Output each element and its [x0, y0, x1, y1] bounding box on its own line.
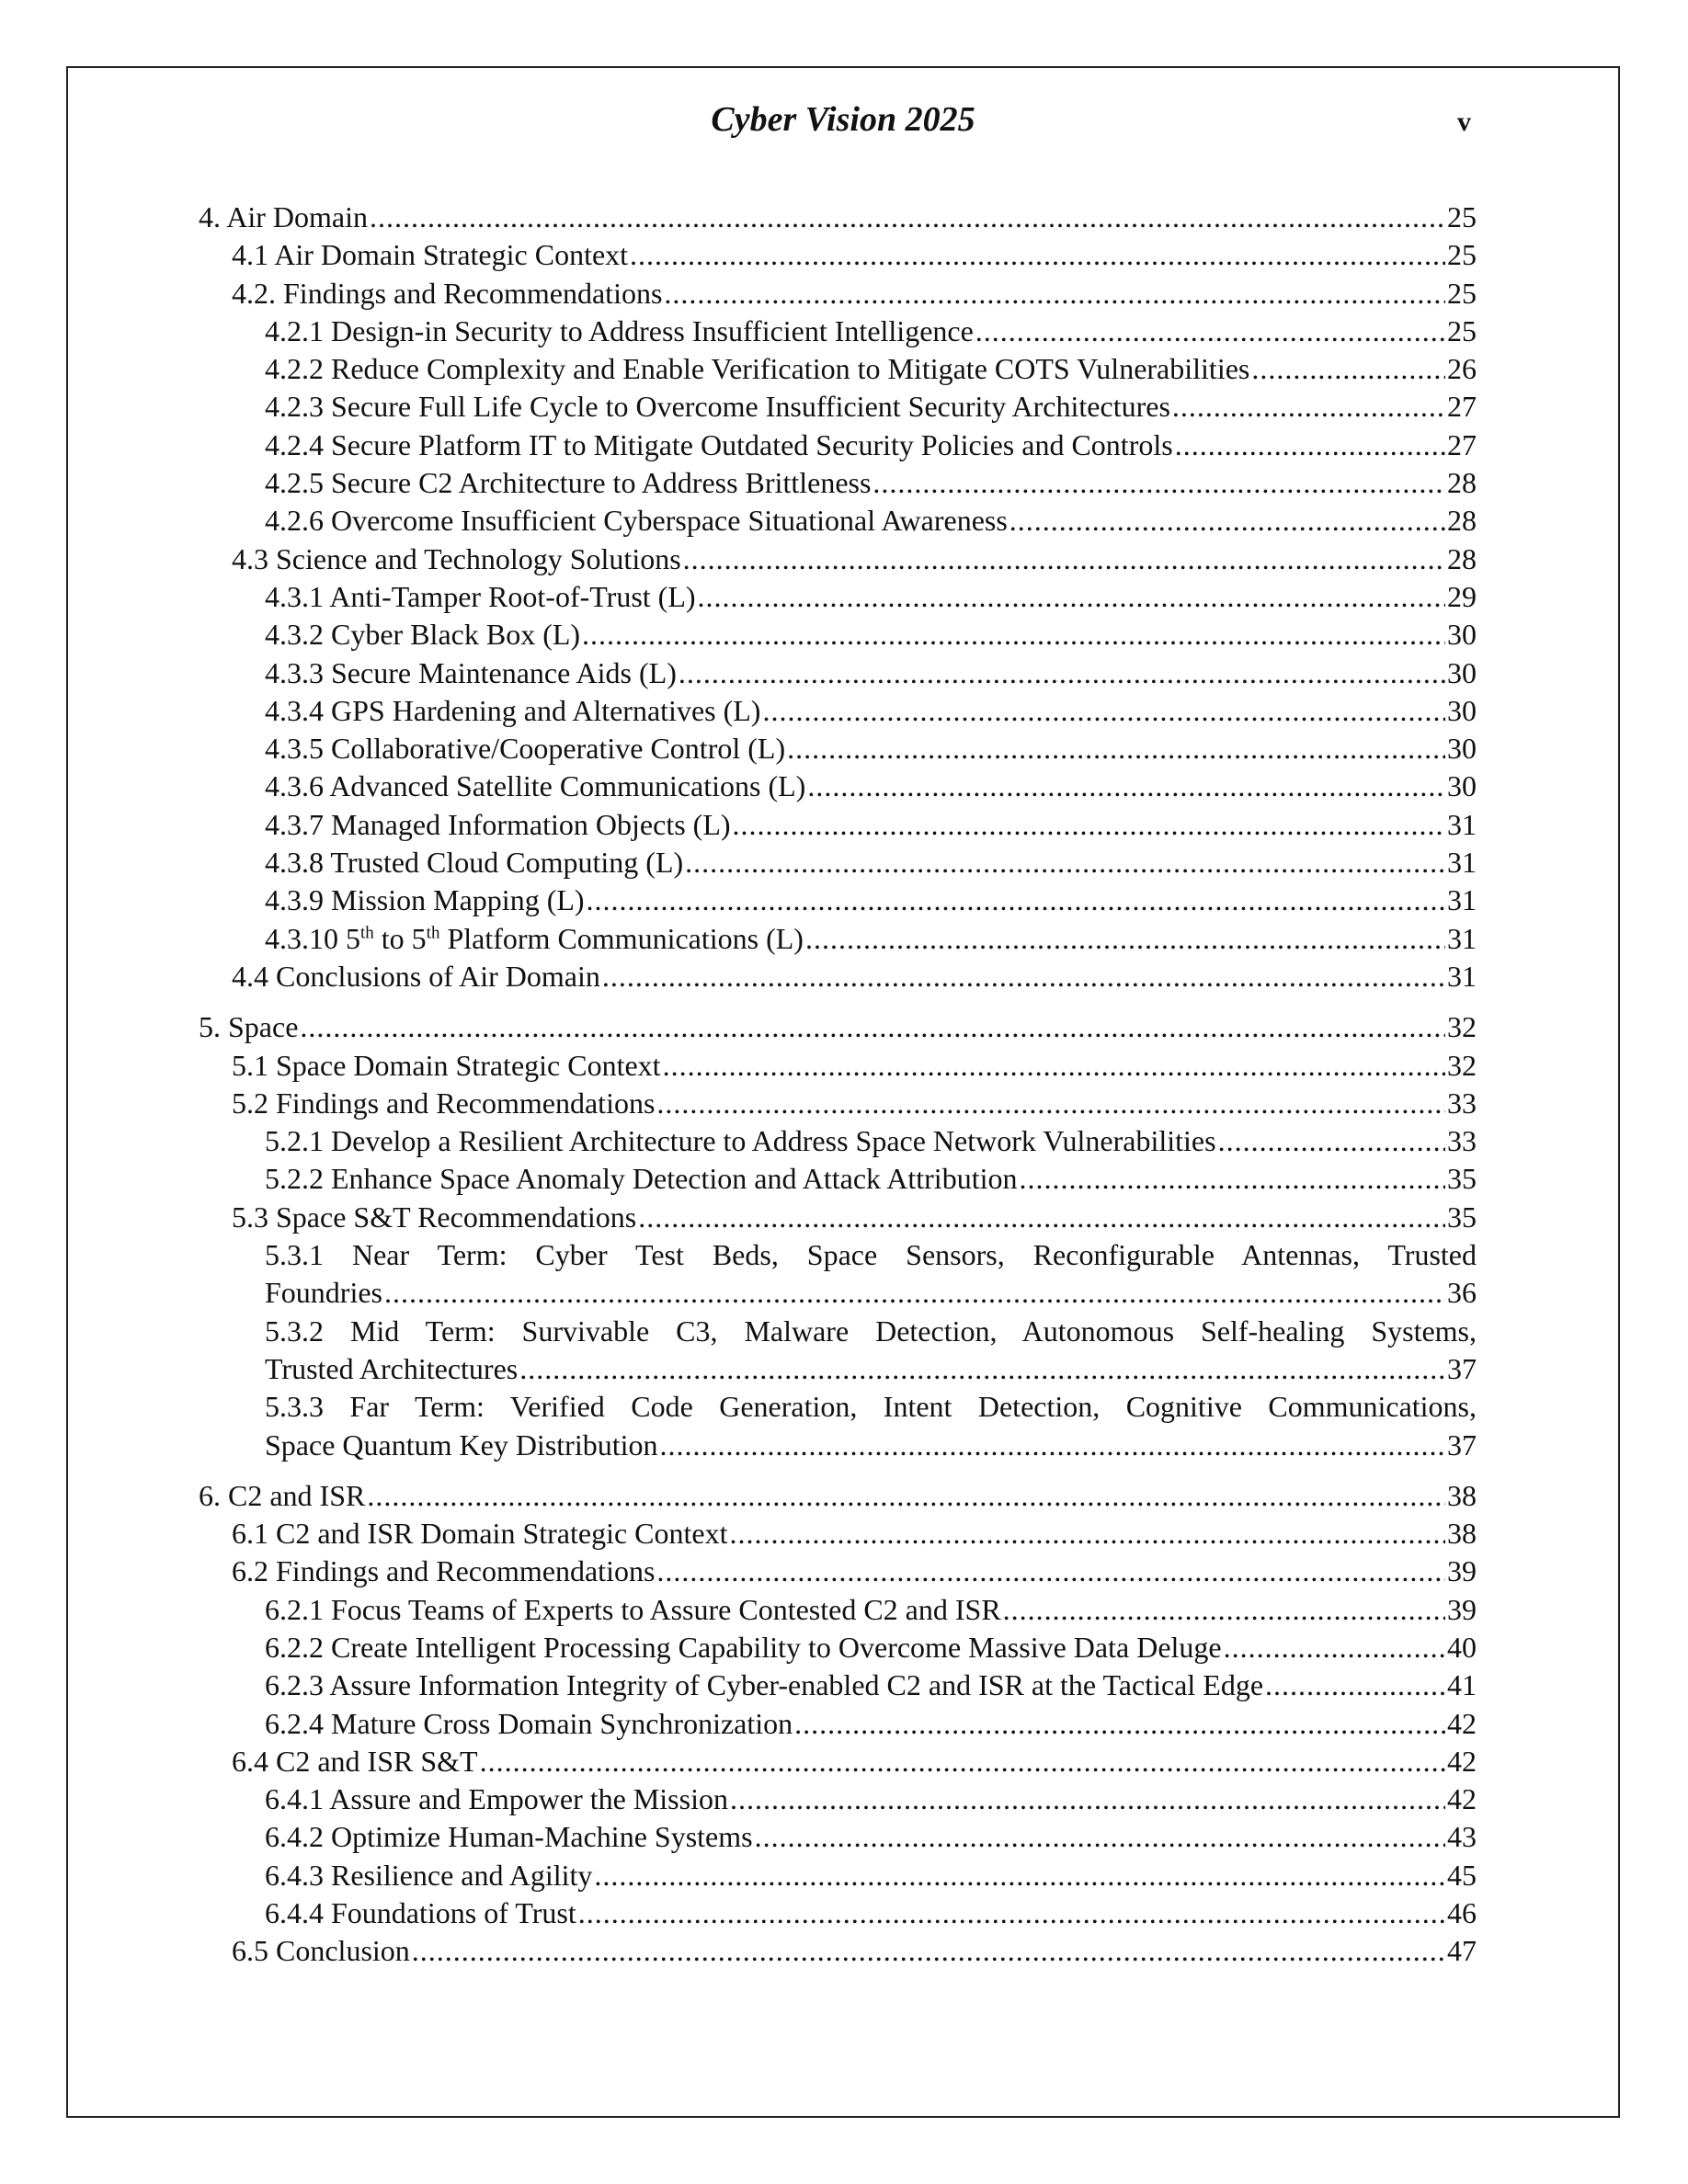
dot-leader	[787, 730, 1445, 768]
dot-leader	[1009, 502, 1445, 540]
dot-leader	[664, 275, 1445, 313]
toc-entry[interactable]	[199, 1591, 1477, 1629]
toc-entry-label: 4.2.5 Secure C2 Architecture to Address Brittleness	[265, 466, 872, 500]
dot-leader	[683, 540, 1445, 578]
toc-entry-page: 25	[1447, 200, 1477, 233]
toc-entry-page: 35	[1447, 1200, 1477, 1234]
dot-leader	[1224, 1629, 1445, 1666]
toc-section	[199, 1477, 1477, 1971]
toc-entry[interactable]	[199, 1477, 1477, 1515]
toc-entry[interactable]	[199, 1008, 1477, 1046]
toc-entry-page: 30	[1447, 655, 1477, 689]
toc-entry-label-part: 4.3.10 5	[265, 921, 360, 955]
toc-entry[interactable]	[199, 388, 1477, 426]
toc-entry[interactable]	[199, 1199, 1477, 1236]
toc-entry[interactable]	[199, 1780, 1477, 1818]
toc-entry-page: 27	[1447, 390, 1477, 424]
toc-section	[199, 1008, 1477, 1464]
toc-entry-label: 4.2.2 Reduce Complexity and Enable Verification to Mitigate COTS Vulnerabilities	[265, 352, 1250, 386]
toc-entry-label: 4.1 Air Domain Strategic Context	[232, 238, 629, 272]
toc-entry[interactable]	[199, 1313, 1477, 1389]
superscript: th	[360, 922, 374, 942]
dot-leader	[1019, 1160, 1445, 1198]
toc-entry-page: 31	[1447, 921, 1477, 955]
toc-entry-label: 4.3.6 Advanced Satellite Communications (L)	[265, 769, 806, 803]
toc-entry[interactable]	[199, 654, 1477, 692]
toc-entry-page: 38	[1447, 1478, 1477, 1512]
document-title: Cyber Vision 2025	[711, 100, 975, 139]
toc-entry[interactable]	[199, 806, 1477, 844]
toc-entry-page: 28	[1447, 504, 1477, 538]
toc-entry-label-continued	[265, 1427, 1477, 1464]
dot-leader	[807, 768, 1445, 805]
toc-entry[interactable]	[199, 578, 1477, 616]
toc-entry-label	[265, 920, 804, 958]
toc-entry[interactable]	[199, 920, 1477, 958]
toc-entry-page: 25	[1447, 238, 1477, 272]
toc-entry[interactable]	[199, 464, 1477, 502]
toc-entry-page: 38	[1447, 1517, 1477, 1551]
toc-entry-label: Foundries	[265, 1276, 382, 1310]
toc-entry-label-part: Platform Communications (L)	[439, 921, 804, 955]
dot-leader	[1251, 350, 1445, 388]
toc-entry-label: 4.3.2 Cyber Black Box (L)	[265, 618, 581, 652]
dot-leader	[480, 1743, 1445, 1780]
toc-entry[interactable]	[199, 199, 1477, 236]
dot-leader	[685, 844, 1445, 882]
toc-entry-page: 37	[1447, 1428, 1477, 1462]
superscript: th	[426, 922, 440, 942]
dot-leader	[1265, 1666, 1445, 1704]
dot-leader	[587, 882, 1445, 919]
toc-entry-label: 6.1 C2 and ISR Domain Strategic Context	[232, 1517, 728, 1551]
dot-leader	[679, 654, 1445, 692]
toc-entry-label-continued	[265, 1274, 1477, 1312]
dot-leader	[582, 616, 1445, 654]
toc-entry[interactable]	[199, 844, 1477, 882]
dot-leader	[412, 1932, 1445, 1970]
toc-entry-label: 6.5 Conclusion	[232, 1934, 410, 1968]
toc-entry-label: 6.4.4 Foundations of Trust	[265, 1896, 576, 1930]
toc-entry[interactable]	[199, 1894, 1477, 1932]
toc-entry-label: 6. C2 and ISR	[199, 1478, 366, 1512]
dot-leader	[873, 464, 1445, 502]
toc-entry-label: 6.2.3 Assure Information Integrity of Cyber-enabled C2 and ISR at the Tactical Edge	[265, 1668, 1264, 1702]
toc-entry-page: 25	[1447, 313, 1477, 347]
toc-entry[interactable]	[199, 502, 1477, 540]
toc-entry-label: 6.4.1 Assure and Empower the Mission	[265, 1782, 728, 1816]
toc-entry[interactable]	[199, 427, 1477, 464]
toc-entry-label: 5.3.3 Far Term: Verified Code Generation, Intent Detection, Cognitive Communications,	[265, 1390, 1477, 1424]
toc-entry[interactable]	[199, 616, 1477, 654]
dot-leader	[733, 806, 1445, 844]
toc-entry-label: 4.3.3 Secure Maintenance Aids (L)	[265, 655, 677, 689]
toc-entry-label: 4.3.4 GPS Hardening and Alternatives (L)	[265, 693, 761, 727]
dot-leader	[300, 1008, 1445, 1046]
toc-entry-page: 30	[1447, 732, 1477, 766]
toc-entry-label: 4. Air Domain	[199, 200, 368, 233]
dot-leader	[805, 920, 1445, 958]
toc-entry-page: 30	[1447, 693, 1477, 727]
toc-entry-page: 31	[1447, 846, 1477, 880]
page-header	[66, 99, 1620, 151]
dot-leader	[1175, 427, 1445, 464]
toc-entry-label: 5.2 Findings and Recommendations	[232, 1086, 656, 1120]
toc-entry[interactable]	[199, 1666, 1477, 1704]
toc-entry-label: 4.3.7 Managed Information Objects (L)	[265, 807, 731, 841]
toc-entry-page: 42	[1447, 1782, 1477, 1816]
table-of-contents	[199, 199, 1477, 1984]
dot-leader	[1218, 1122, 1445, 1160]
toc-section	[199, 199, 1477, 995]
toc-entry-label: 4.2.3 Secure Full Life Cycle to Overcome Insufficient Security Architectures	[265, 390, 1170, 424]
toc-entry[interactable]	[199, 1818, 1477, 1856]
toc-entry-label: 5.1 Space Domain Strategic Context	[232, 1048, 661, 1082]
toc-entry[interactable]	[199, 768, 1477, 805]
toc-entry[interactable]	[199, 275, 1477, 313]
toc-entry-label: 4.2. Findings and Recommendations	[232, 276, 663, 310]
dot-leader	[794, 1705, 1445, 1743]
toc-entry-page: 32	[1447, 1010, 1477, 1044]
dot-leader	[975, 313, 1445, 350]
toc-entry-label-continued	[265, 1350, 1477, 1388]
toc-entry-label: 4.4 Conclusions of Air Domain	[232, 959, 600, 993]
toc-entry-label: 6.4.2 Optimize Human-Machine Systems	[265, 1820, 753, 1854]
toc-entry[interactable]	[199, 730, 1477, 768]
toc-entry-label: 5.3.1 Near Term: Cyber Test Beds, Space Sensors, Reconfigurable Antennas, Trusted	[265, 1238, 1477, 1272]
toc-entry[interactable]	[199, 1085, 1477, 1122]
dot-leader	[384, 1274, 1445, 1312]
toc-entry[interactable]	[199, 1553, 1477, 1590]
toc-entry[interactable]	[199, 1743, 1477, 1780]
toc-entry-label: 5.3.2 Mid Term: Survivable C3, Malware Detection, Autonomous Self-healing Systems,	[265, 1314, 1477, 1348]
toc-entry-page: 42	[1447, 1744, 1477, 1778]
dot-leader	[659, 1427, 1445, 1464]
dot-leader	[630, 236, 1445, 274]
toc-entry-label: 4.2.1 Design-in Security to Address Insufficient Intelligence	[265, 313, 974, 347]
toc-entry-page: 40	[1447, 1630, 1477, 1664]
toc-entry-page: 45	[1447, 1858, 1477, 1892]
dot-leader	[367, 1477, 1445, 1515]
dot-leader	[762, 692, 1445, 730]
toc-entry-page: 42	[1447, 1706, 1477, 1740]
toc-entry[interactable]	[199, 1705, 1477, 1743]
toc-entry-page: 43	[1447, 1820, 1477, 1854]
dot-leader	[594, 1857, 1445, 1894]
toc-entry[interactable]	[199, 1047, 1477, 1085]
toc-entry[interactable]	[199, 1122, 1477, 1160]
toc-entry-label: 4.3 Science and Technology Solutions	[232, 541, 681, 575]
toc-entry-label: 6.2.2 Create Intelligent Processing Capability to Overcome Massive Data Deluge	[265, 1630, 1222, 1664]
dot-leader	[638, 1199, 1445, 1236]
toc-entry-label: 5.2.2 Enhance Space Anomaly Detection and Attack Attribution	[265, 1162, 1018, 1196]
toc-entry-page: 29	[1447, 579, 1477, 613]
toc-entry-page: 37	[1447, 1351, 1477, 1385]
toc-entry-label: Space Quantum Key Distribution	[265, 1428, 658, 1462]
toc-entry-page: 25	[1447, 276, 1477, 310]
toc-entry-page: 47	[1447, 1934, 1477, 1968]
toc-entry-label: 5. Space	[199, 1010, 299, 1044]
toc-entry-label: 6.2 Findings and Recommendations	[232, 1554, 656, 1588]
toc-entry-page: 30	[1447, 618, 1477, 652]
toc-entry-page: 32	[1447, 1048, 1477, 1082]
toc-entry[interactable]	[199, 313, 1477, 350]
toc-entry-label: 4.2.6 Overcome Insufficient Cyberspace Situational Awareness	[265, 504, 1008, 538]
toc-entry-label: 5.3 Space S&T Recommendations	[232, 1200, 637, 1234]
toc-entry-page: 31	[1447, 959, 1477, 993]
dot-leader	[519, 1350, 1445, 1388]
toc-entry-page: 31	[1447, 883, 1477, 917]
dot-leader	[656, 1553, 1445, 1590]
toc-entry[interactable]	[199, 1388, 1477, 1464]
toc-entry-page: 39	[1447, 1554, 1477, 1588]
dot-leader	[656, 1085, 1445, 1122]
dot-leader	[370, 199, 1445, 236]
dot-leader	[698, 578, 1445, 616]
dot-leader	[578, 1894, 1445, 1932]
toc-entry-page: 28	[1447, 541, 1477, 575]
toc-entry-label: 4.3.9 Mission Mapping (L)	[265, 883, 585, 917]
toc-entry-label: 6.4 C2 and ISR S&T	[232, 1744, 478, 1778]
toc-entry-page: 41	[1447, 1668, 1477, 1702]
toc-entry[interactable]	[199, 882, 1477, 919]
toc-entry[interactable]	[199, 1629, 1477, 1666]
toc-entry-page: 39	[1447, 1592, 1477, 1626]
toc-entry-page: 28	[1447, 466, 1477, 500]
toc-entry[interactable]	[199, 1932, 1477, 1970]
toc-entry-label: 4.3.8 Trusted Cloud Computing (L)	[265, 846, 684, 880]
dot-leader	[602, 958, 1445, 995]
toc-entry-page: 46	[1447, 1896, 1477, 1930]
toc-entry-label: 4.3.1 Anti-Tamper Root-of-Trust (L)	[265, 579, 696, 613]
toc-entry[interactable]	[199, 1515, 1477, 1553]
toc-entry-label: 4.3.5 Collaborative/Cooperative Control (L)	[265, 732, 786, 766]
toc-entry[interactable]	[199, 236, 1477, 274]
dot-leader	[730, 1780, 1445, 1818]
toc-entry[interactable]	[199, 1160, 1477, 1198]
toc-entry-page: 30	[1447, 769, 1477, 803]
toc-entry-label: 4.2.4 Secure Platform IT to Mitigate Outdated Security Policies and Controls	[265, 427, 1173, 461]
toc-entry-page: 36	[1447, 1276, 1477, 1310]
toc-entry[interactable]	[199, 1857, 1477, 1894]
toc-entry[interactable]	[199, 1236, 1477, 1313]
toc-entry[interactable]	[199, 350, 1477, 388]
toc-entry-page: 33	[1447, 1124, 1477, 1158]
dot-leader	[755, 1818, 1445, 1856]
toc-entry-label-part: to 5	[373, 921, 427, 955]
toc-entry-page: 35	[1447, 1162, 1477, 1196]
toc-entry-page: 27	[1447, 427, 1477, 461]
toc-entry-page: 31	[1447, 807, 1477, 841]
toc-entry[interactable]	[199, 958, 1477, 995]
toc-entry-page: 33	[1447, 1086, 1477, 1120]
dot-leader	[1003, 1591, 1445, 1629]
toc-entry-page: 26	[1447, 352, 1477, 386]
toc-entry-label: 6.2.4 Mature Cross Domain Synchronization	[265, 1706, 793, 1740]
toc-entry[interactable]	[199, 540, 1477, 578]
dot-leader	[1172, 388, 1445, 426]
toc-entry-label: 6.4.3 Resilience and Agility	[265, 1858, 593, 1892]
dot-leader	[730, 1515, 1446, 1553]
toc-entry-label: 5.2.1 Develop a Resilient Architecture to Address Space Network Vulnerabilities	[265, 1124, 1216, 1158]
toc-entry-label: 6.2.1 Focus Teams of Experts to Assure Contested C2 and ISR	[265, 1592, 1001, 1626]
toc-entry[interactable]	[199, 692, 1477, 730]
dot-leader	[663, 1047, 1445, 1085]
toc-entry-label: Trusted Architectures	[265, 1351, 519, 1385]
page-number: v	[1457, 107, 1471, 137]
